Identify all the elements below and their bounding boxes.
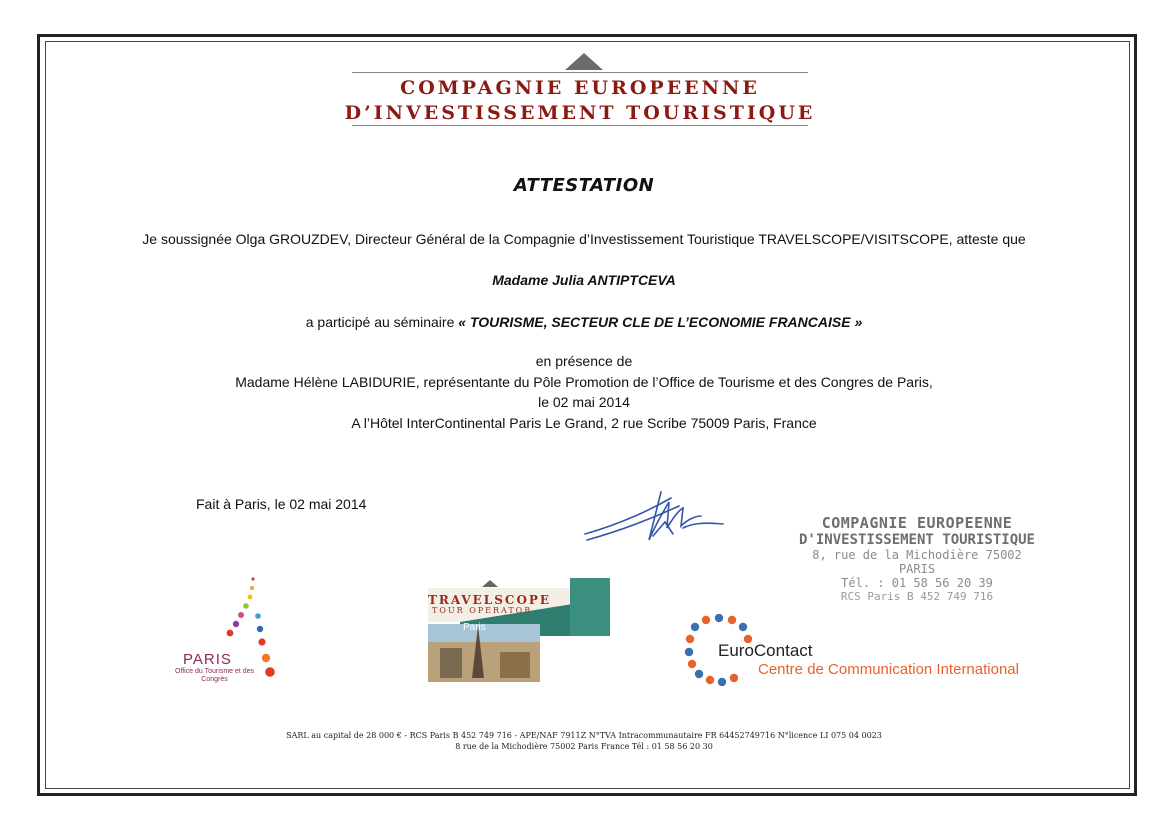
footer-legal-line: SARL au capital de 28 000 € - RCS Paris B 452 749 716 - APE/NAF 7911Z N°TVA Intracommunautaire FR 64452749716 N°licence LI 075 04 0023 — [286, 731, 882, 740]
company-name-line1: COMPAGNIE EUROPEENNE — [400, 77, 760, 99]
eurocontact-name: EuroContact — [718, 641, 813, 660]
header-rule-top — [352, 72, 808, 73]
travelscope-city: Paris — [463, 622, 486, 633]
participant-name: Madame Julia ANTIPTCEVA — [492, 272, 676, 288]
seminar-line — [0, 314, 1168, 330]
roof-triangle-icon — [565, 53, 603, 70]
travelscope-subtitle: TOUR OPERATOR — [432, 606, 533, 615]
stamp-rcs: RCS Paris B 452 749 716 — [840, 590, 994, 603]
travelscope-title: TRAVELSCOPE — [428, 593, 552, 607]
company-name-line2: D’INVESTISSEMENT TOURISTIQUE — [344, 102, 816, 124]
declaration-line: Je soussignée Olga GROUZDEV, Directeur Général de la Compagnie d’Investissement Touristique TRAVELSCOPE/VISITSCOPE, atteste que — [142, 231, 1026, 247]
document-title: ATTESTATION — [513, 175, 655, 196]
event-date-line: le 02 mai 2014 — [538, 394, 630, 410]
presence-line: en présence de — [535, 353, 633, 369]
stamp-address: 8, rue de la Michodière 75002 PARIS — [812, 548, 1022, 576]
footer-address-line: 8 rue de la Michodière 75002 Paris France Tél : 01 58 56 20 30 — [455, 742, 713, 751]
venue-line: A l’Hôtel InterContinental Paris Le Grand, 2 rue Scribe 75009 Paris, France — [351, 415, 817, 431]
seminar-title: « TOURISME, SECTEUR CLE DE L’ECONOMIE FRANCAISE » — [458, 314, 863, 330]
representative-line: Madame Hélène LABIDURIE, représentante du Pôle Promotion de l’Office de Tourisme et des Congres de Paris, — [235, 374, 933, 390]
seminar-prefix: a participé au séminaire — [305, 314, 459, 330]
paris-logo-text: PARIS — [183, 651, 232, 668]
handwritten-signature — [583, 482, 733, 552]
company-stamp — [792, 514, 1042, 603]
stamp-line2: D'INVESTISSEMENT TOURISTIQUE — [798, 532, 1035, 548]
company-name — [330, 76, 830, 126]
stamp-line1: COMPAGNIE EUROPEENNE — [821, 514, 1013, 532]
paris-logo-subtitle: Office du Tourisme et des Congrès — [174, 668, 255, 683]
place-and-date: Fait à Paris, le 02 mai 2014 — [196, 496, 367, 512]
eurocontact-subtitle: Centre de Communication International — [758, 661, 1019, 678]
header-rule-bottom — [352, 125, 808, 126]
stamp-phone: Tél. : 01 58 56 20 39 — [841, 576, 993, 590]
